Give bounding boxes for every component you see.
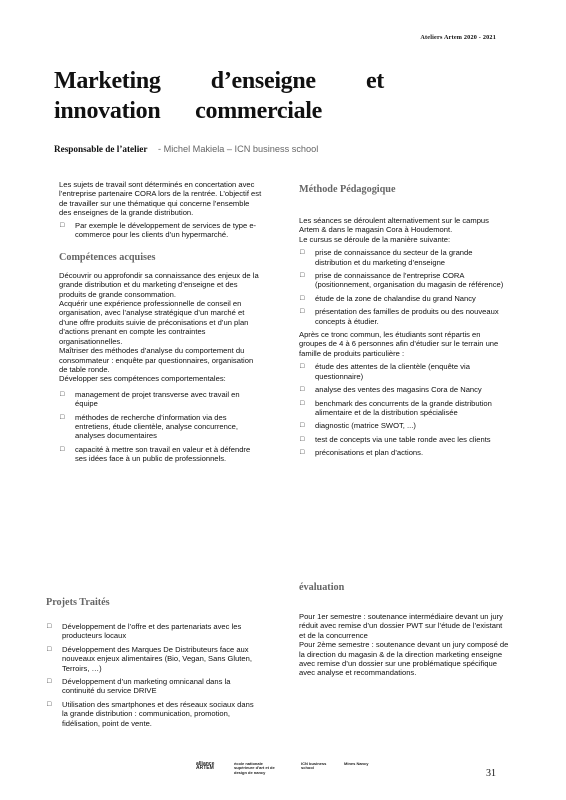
square-bullet-icon: □ (300, 386, 305, 394)
list-item: □ présentation des familles de produits ou des nouveaux concepts à étudier. (300, 307, 499, 326)
square-bullet-icon: □ (60, 390, 65, 398)
list-item: □ Développement d’un marketing omnicanal dans la continuité du service DRIVE (47, 677, 231, 696)
partner-logos (196, 762, 371, 780)
square-bullet-icon: □ (60, 221, 65, 229)
evaluation-paragraph: Pour 1er semestre : soutenance intermédiaire devant un jury réduit avec remise d’un dossier PWT sur l’étude de l’existant et de la concurrence (299, 612, 503, 640)
list-item: □ étude des attentes de la clientèle (enquête via questionnaire) (300, 362, 470, 381)
square-bullet-icon: □ (47, 678, 52, 686)
competences-bullets (59, 390, 262, 464)
list-item: □ prise de connaissance du secteur de la grande distribution et du marketing d’enseigne (300, 248, 473, 267)
methode-paragraph: Les séances se déroulent alternativement sur le campus Artem & dans le magasin Cora à Houdemont. (299, 216, 489, 235)
list-item: □ benchmark des concurrents de la grande distribution alimentaire et de la distribution spécialisée (300, 398, 492, 417)
evaluation-heading: évaluation (299, 582, 345, 593)
competences-paragraph: Découvrir ou approfondir sa connaissance des enjeux de la grande distribution et du marketing d’enseigne et des produits de grande consommation. (59, 270, 259, 299)
methode-bullets (299, 248, 509, 326)
responsable-label: Responsable de l’atelier (54, 144, 148, 154)
square-bullet-icon: □ (300, 272, 305, 280)
competences-paragraph: Maîtriser des méthodes d’analyse du comportement du consommateur : enquête par questionnaires, organisation de table ronde. (59, 346, 254, 374)
ensad-nancy-logo: école nationale supérieure d’art et de design de nancy (234, 761, 275, 775)
methode-heading: Méthode Pédagogique (299, 184, 396, 195)
square-bullet-icon: □ (60, 413, 65, 421)
competences-paragraph: Développer ses compétences comportementales: (59, 374, 226, 384)
square-bullet-icon: □ (47, 645, 52, 653)
competences-paragraph: Acquérir une expérience professionnelle de conseil en organisation, avec l’analyse stratégique d’un marché et d’une offre produits suivie de préconisations et d’un plan d’actions prenant en compte les contraintes organisationnelles. (59, 299, 249, 346)
square-bullet-icon: □ (300, 249, 305, 257)
square-bullet-icon: □ (47, 700, 52, 708)
projets-list (46, 622, 256, 732)
intro-bullets (59, 221, 262, 240)
list-item: □ Développement de l’offre et des partenariats avec les producteurs locaux (47, 622, 242, 641)
square-bullet-icon: □ (300, 422, 305, 430)
list-item: □ test de concepts via une table ronde avec les clients (300, 434, 491, 444)
square-bullet-icon: □ (300, 435, 305, 443)
list-item: □ capacité à mettre son travail en valeur et à défendre ses idées face à un public de professionnels. (60, 444, 251, 464)
square-bullet-icon: □ (300, 449, 305, 457)
intro-paragraph: Les sujets de travail sont déterminés en concertation avec l’entreprise partenaire CORA lors de la rentrée. L’objectif est de travailler sur une thématique qui concerne l’ensemble des enseignes de la grande distribution. (59, 180, 262, 218)
methode-bullets-2 (299, 362, 509, 457)
icn-logo: ICN business school (301, 761, 327, 771)
square-bullet-icon: □ (300, 294, 305, 302)
list-item: □ méthodes de recherche d’information via des entretiens, étude clientèle, analyse concurrence, analyses documentaires (60, 412, 238, 441)
list-item: □ Utilisation des smartphones et des réseaux sociaux dans la grande distribution : communication, promotion, fidélisation, point de vente. (47, 699, 254, 728)
left-column (59, 180, 262, 468)
evaluation-paragraph: Pour 2ème semestre : soutenance devant un jury composé de la direction du magasin & de la direction marketing enseigne avec remise d’un dossier sur une problématique spécifique avec analyse et recommandations. (299, 640, 509, 678)
alliance-artem-logo: alliance ARTEM (196, 761, 215, 772)
list-item: □ étude de la zone de chalandise du grand Nancy (300, 293, 476, 303)
mines-nancy-logo: Mines Nancy (344, 761, 369, 766)
list-item: □ management de projet transverse avec travail en équipe (60, 389, 240, 409)
list-item: □ préconisations et plan d’actions. (300, 448, 424, 458)
evaluation-section (299, 612, 509, 678)
list-item: □ prise de connaissance de l’entreprise CORA (positionnement, organisation du magasin de référence) (300, 271, 504, 290)
list-item: □ Par exemple le développement de services de type e-commerce pour les clients d’un hypermarché. (60, 220, 257, 240)
title-line-1: Marketing d’enseigne et (54, 68, 384, 94)
square-bullet-icon: □ (300, 363, 305, 371)
competences-heading: Compétences acquises (59, 252, 156, 264)
list-item: □ analyse des ventes des magasins Cora de Nancy (300, 385, 482, 395)
square-bullet-icon: □ (60, 445, 65, 453)
square-bullet-icon: □ (300, 308, 305, 316)
projets-heading: Projets Traités (46, 597, 110, 608)
square-bullet-icon: □ (47, 623, 52, 630)
methode-paragraph: Le cursus se déroule de la manière suivante: (299, 234, 451, 244)
list-item: □ diagnostic (matrice SWOT, ...) (300, 421, 416, 431)
methode-section (299, 216, 509, 462)
page-number: 31 (486, 768, 496, 779)
list-item: □ Développement des Marques De Distributeurs face aux nouveaux enjeux alimentaires (Bio, Vegan, Sans Gluten, Terroirs, …) (47, 644, 252, 673)
methode-paragraph: Après ce tronc commun, les étudiants sont répartis en groupes de 4 à 6 personnes afin d’étudier sur le terrain une famille de produits particulière : (299, 330, 499, 358)
header-text: Ateliers Artem 2020 - 2021 (420, 34, 496, 41)
square-bullet-icon: □ (300, 399, 305, 407)
title-line-2: innovation commerciale (54, 98, 322, 124)
page-title (54, 66, 384, 126)
responsable-line (54, 144, 318, 154)
responsable-name: - Michel Makiela – ICN business school (157, 144, 319, 154)
